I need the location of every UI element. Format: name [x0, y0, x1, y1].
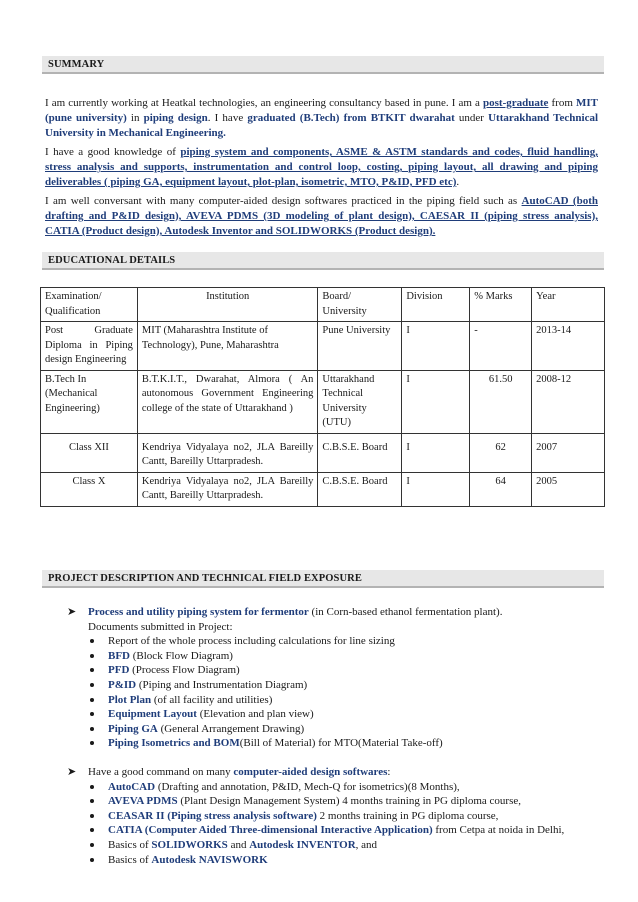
table-cell: Kendriya Vidyalaya no2, JLA Bareilly Cantt, Bareilly Uttarpradesh. [137, 472, 318, 506]
summary-paragraph-2: I have a good knowledge of piping system and components, ASME & ASTM standards and codes, fluid handling, stress analysis and supports, instrumentation and control loop, costing, piping layout, all drawing and piping deliverables ( piping GA, equipment layout, plot-plan, isometric, MTO, P&ID, PFD etc). [45, 146, 598, 188]
project-section-header [42, 570, 604, 588]
table-cell: B.T.K.I.T., Dwarahat, Almora ( An autonomous Government Engineering college of the state of Uttarakhand ) [137, 370, 318, 433]
table-cell: Pune University [318, 322, 402, 371]
table-cell: I [402, 322, 470, 371]
arrow-bullet-icon: ➤ [67, 766, 77, 778]
table-cell: 64 [470, 472, 532, 506]
table-row [41, 322, 605, 371]
summary-paragraph-1: I am currently working at Heatkal technologies, an engineering consultancy based in pune. I am a post-graduate from MIT (pune university) in piping design. I have graduated (B.Tech) from BTKIT dwarahat under Uttarakhand Technical University in Mechanical Engineering. [45, 97, 599, 139]
list-item: CEASAR II (Piping stress analysis software) 2 months training in PG diploma course, [68, 809, 600, 824]
list-item: PFD (Process Flow Diagram) [68, 663, 600, 678]
table-cell: 62 [470, 433, 532, 472]
arrow-bullet-icon: ➤ [67, 606, 77, 618]
education-section-header [42, 252, 604, 270]
table-row [41, 433, 605, 472]
list-item: Report of the whole process including calculations for line sizing [68, 634, 600, 649]
header-cell: Board/ University [318, 288, 402, 322]
project-list-2 [68, 765, 600, 867]
table-cell: C.B.S.E. Board [318, 433, 402, 472]
list-item: Basics of Autodesk NAVISWORK [68, 853, 600, 868]
section-title: SUMMARY [48, 59, 105, 70]
header-cell: Examination/ Qualification [41, 288, 138, 322]
list-item: ➤ Have a good command on many computer-aided design softwares: [67, 766, 391, 778]
table-cell: Kendriya Vidyalaya no2, JLA Bareilly Cantt, Bareilly Uttarpradesh. [137, 433, 318, 472]
header-cell: % Marks [470, 288, 532, 322]
list-item: AutoCAD (Drafting and annotation, P&ID, Mech-Q for isometrics)(8 Months), [68, 780, 600, 795]
summary-section-header [42, 56, 604, 74]
table-cell: Class XII [41, 433, 138, 472]
table-header-row [41, 288, 605, 322]
list-item: Piping GA (General Arrangement Drawing) [68, 722, 600, 737]
list-item: BFD (Block Flow Diagram) [68, 649, 600, 664]
list-item: P&ID (Piping and Instrumentation Diagram) [68, 678, 600, 693]
table-cell: - [470, 322, 532, 371]
summary-paragraph-3: I am well conversant with many computer-aided design softwares practiced in the piping field such as AutoCAD (both drafting and P&ID design), AVEVA PDMS (3D modeling of plant design), CAESAR II (piping stress analysis), CATIA (Product design), Autodesk Inventor and SOLIDWORKS (Product design). [45, 195, 598, 237]
table-cell: Class X [41, 472, 138, 506]
list-item: ➤ Process and utility piping system for fermentor (in Corn-based ethanol fermentation plant). [67, 606, 503, 618]
table-cell: I [402, 433, 470, 472]
table-cell: 2008-12 [532, 370, 605, 433]
table-cell: B.Tech In (Mechanical Engineering) [41, 370, 138, 433]
table-cell: I [402, 472, 470, 506]
header-cell: Institution [137, 288, 318, 322]
table-row [41, 370, 605, 433]
table-cell: I [402, 370, 470, 433]
section-title: PROJECT DESCRIPTION AND TECHNICAL FIELD EXPOSURE [48, 573, 362, 584]
table-cell: 2007 [532, 433, 605, 472]
table-cell: Post Graduate Diploma in Piping design Engineering [41, 322, 138, 371]
list-item: Basics of SOLIDWORKS and Autodesk INVENTOR, and [68, 838, 600, 853]
project-list-1 [68, 605, 600, 751]
table-cell: C.B.S.E. Board [318, 472, 402, 506]
table-row [41, 472, 605, 506]
table-cell: 2005 [532, 472, 605, 506]
section-title: EDUCATIONAL DETAILS [48, 255, 176, 266]
table-cell: Uttarakhand Technical University (UTU) [318, 370, 402, 433]
table-cell: 2013-14 [532, 322, 605, 371]
documents-label: Documents submitted in Project: [88, 620, 233, 633]
list-item: Plot Plan (of all facility and utilities) [68, 693, 600, 708]
education-table [40, 287, 605, 507]
table-cell: 61.50 [470, 370, 532, 433]
list-item: Piping Isometrics and BOM(Bill of Material) for MTO(Material Take-off) [68, 736, 600, 751]
table-cell: MIT (Maharashtra Institute of Technology), Pune, Maharashtra [137, 322, 318, 371]
header-cell: Year [532, 288, 605, 322]
list-item: Equipment Layout (Elevation and plan view) [68, 707, 600, 722]
list-item: AVEVA PDMS (Plant Design Management System) 4 months training in PG diploma course, [68, 794, 600, 809]
header-cell: Division [402, 288, 470, 322]
list-item: CATIA (Computer Aided Three-dimensional Interactive Application) from Cetpa at noida in Delhi, [68, 823, 600, 838]
